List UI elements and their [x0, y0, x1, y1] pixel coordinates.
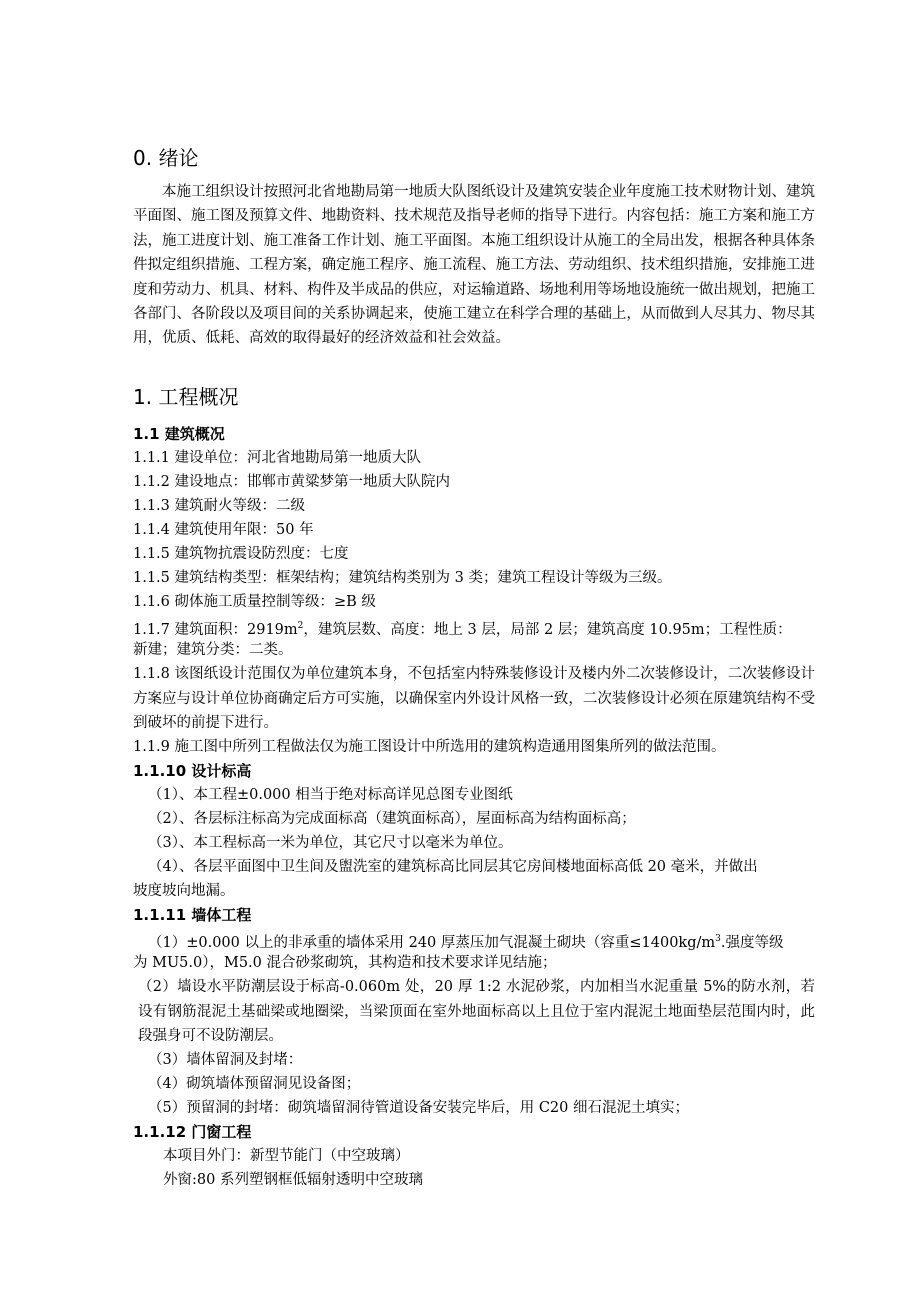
area-unit-superscript: 2 — [297, 621, 304, 631]
wall-item-1-text-a: （1）±0.000 以上的非承重的墙体采用 240 厚蒸压加气混凝土砌块（容重≤1400kg/m — [148, 934, 716, 951]
subsection-1-1-heading: 1.1 建筑概况 — [133, 425, 225, 443]
wall-item-4: （4）砌筑墙体预留洞见设备图； — [148, 1076, 361, 1092]
intro-paragraph: 本施工组织设计按照河北省地勘局第一地质大队图纸设计及建筑安装企业年度施工技术财物计划、建筑平面图、施工图及预算文件、地勘资料、技术规范及指导老师的指导下进行。内容包括：施工方案和施工方法，施工进度计划、施工准备工作计划、施工平面图。本施工组织设计从施工的全局出发，根据各种具体条件拟定组织措施、工程方案，确定施工程序、施工流程、施工方法、劳动组织、技术组织措施，安排施工进度和劳动力、机具、材料、构件及半成品的供应，对运输道路、场地利用等场地设施统一做出规划，把施工各部门、各阶段以及项目间的关系协调起来，使施工建立在科学合理的基础上，从而做到人尽其力、物尽其用，优质、低耗、高效的取得最好的经济效益和社会效益。 — [133, 184, 815, 347]
wall-item-1-line1 — [148, 929, 783, 953]
elevation-item-1: （1）、本工程±0.000 相当于绝对标高详见总图专业图纸 — [148, 787, 513, 803]
item-1-1-7-text-a: 1.1.7 建筑面积：2919m — [133, 621, 298, 638]
elevation-item-4-line2: 坡度坡向地漏。 — [133, 883, 235, 899]
item-1-1-7-line1 — [133, 616, 792, 640]
item-1-1-6: 1.1.6 砌体施工质量控制等级：≥B 级 — [133, 594, 376, 610]
elevation-item-4-line1: （4）、各层平面图中卫生间及盥洗室的建筑标高比同层其它房间楼地面标高低 20 毫米，并做出 — [148, 859, 758, 875]
item-1-1-9: 1.1.9 施工图中所列工程做法仅为施工图设计中所选用的建筑构造通用图集所列的做法范围。 — [133, 739, 726, 755]
subsection-1-1-11-heading: 1.1.11 墙体工程 — [133, 906, 252, 924]
item-1-1-7-line2: 新建；建筑分类：二类。 — [133, 642, 293, 658]
item-1-1-3: 1.1.3 建筑耐火等级：二级 — [133, 498, 306, 514]
wall-item-3: （3）墙体留洞及封堵： — [148, 1052, 303, 1068]
section-0-heading: 0. 绪论 — [133, 146, 199, 170]
door-item-2: 外窗:80 系列塑钢框低辐射透明中空玻璃 — [163, 1172, 423, 1188]
wall-item-1-line2: 为 MU5.0），M5.0 混合砂浆砌筑，其构造和技术要求详见结施； — [133, 955, 557, 971]
item-1-1-7-text-b: ，建筑层数、高度：地上 3 层，局部 2 层；建筑高度 10.95m；工程性质： — [303, 621, 792, 638]
item-1-1-5-seismic: 1.1.5 建筑物抗震设防烈度：七度 — [133, 546, 349, 562]
elevation-item-2: （2）、各层标注标高为完成面标高（建筑面标高），屋面标高为结构面标高； — [148, 811, 636, 827]
wall-item-2: （2）墙设水平防潮层设于标高-0.060m 处，20 厚 1:2 水泥砂浆，内加相当水泥重量 5%的防水剂，若设有钢筋混泥土基础梁或地圈梁，当梁顶面在室外地面标高以上且位于室内混泥土地面垫层范围内时，此段强身可不设防潮层。 — [138, 979, 815, 1044]
item-1-1-1: 1.1.1 建设单位：河北省地勘局第一地质大队 — [133, 450, 422, 466]
item-1-1-5-structure: 1.1.5 建筑结构类型：框架结构；建筑结构类别为 3 类；建筑工程设计等级为三级。 — [133, 570, 672, 586]
item-1-1-4: 1.1.4 建筑使用年限：50 年 — [133, 522, 314, 538]
item-1-1-8: 1.1.8 该图纸设计范围仅为单位建筑本身，不包括室内特殊装修设计及楼内外二次装修设计，二次装修设计方案应与设计单位协商确定后方可实施，以确保室内外设计风格一致，二次装修设计必须在原建筑结构不受到破坏的前提下进行。 — [133, 666, 815, 731]
subsection-1-1-12-heading: 1.1.12 门窗工程 — [133, 1123, 252, 1141]
wall-item-5: （5）预留洞的封堵：砌筑墙留洞待管道设备安装完毕后，用 C20 细石混泥土填实； — [148, 1100, 689, 1116]
wall-item-1-text-b: .强度等级 — [720, 934, 784, 951]
item-1-1-2: 1.1.2 建设地点：邯郸市黄粱梦第一地质大队院内 — [133, 474, 451, 490]
door-item-1: 本项目外门：新型节能门（中空玻璃） — [163, 1148, 410, 1164]
elevation-item-3: （3）、本工程标高一米为单位，其它尺寸以毫米为单位。 — [148, 835, 513, 851]
section-1-heading: 1. 工程概况 — [133, 385, 239, 409]
volume-unit-superscript: 3 — [715, 934, 721, 944]
subsection-1-1-10-heading: 1.1.10 设计标高 — [133, 762, 252, 780]
